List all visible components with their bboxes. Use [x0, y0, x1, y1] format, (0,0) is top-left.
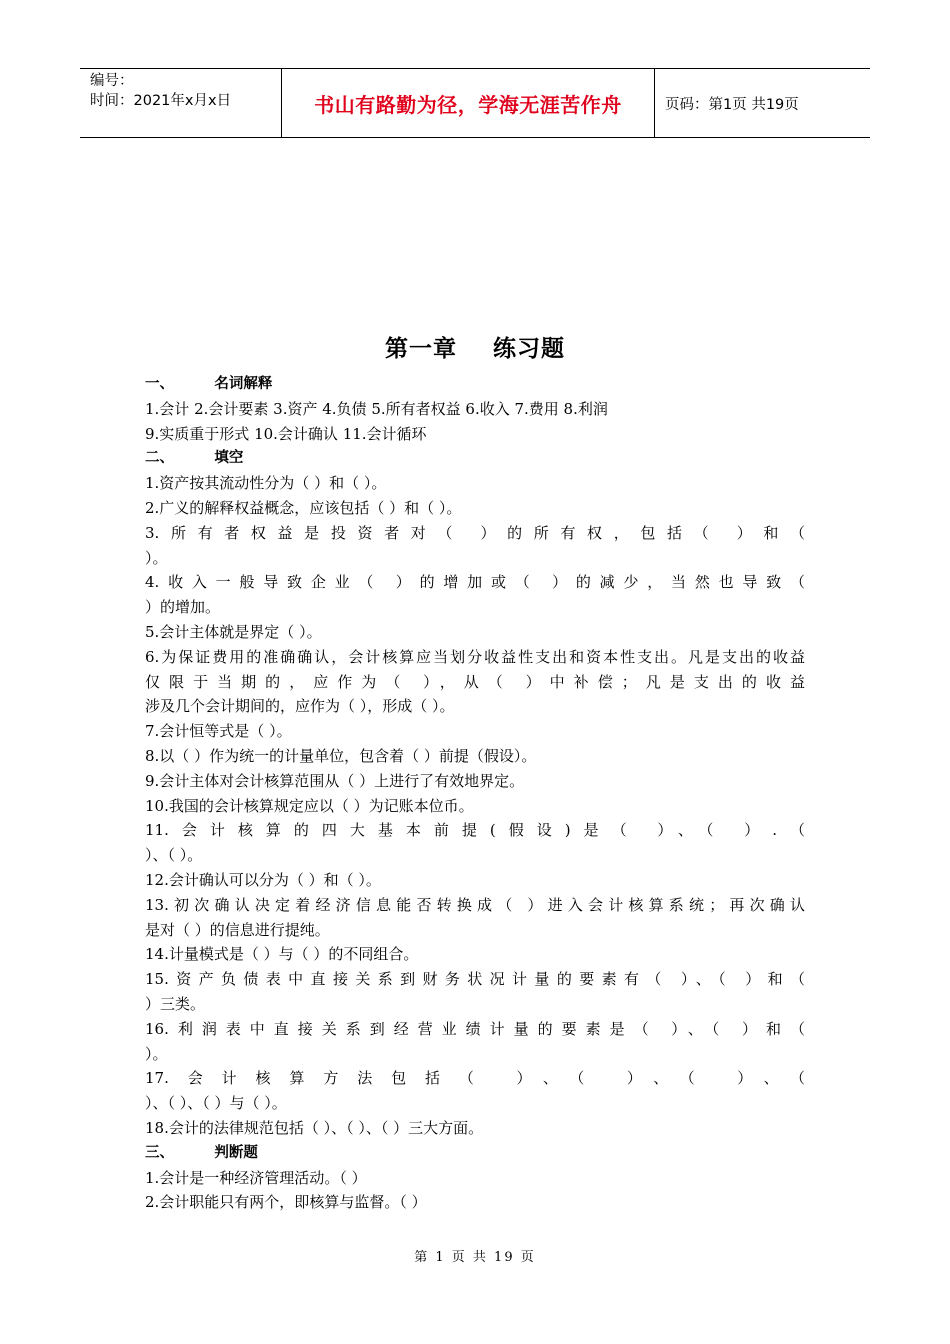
text-line: ）。: [145, 548, 168, 567]
text-line: 17.会计核算方法包括（ ）、（ ）、（ ）、（: [145, 1069, 805, 1088]
section-heading: 一、 名词解释: [145, 376, 273, 392]
text-line: ）。: [145, 1044, 168, 1063]
number-label: 编号：: [90, 73, 134, 89]
text-line: 16.利润表中直接关系到经营业绩计量的要素是（ ）、（ ）和（: [145, 1019, 805, 1038]
text-line: 15.资产负债表中直接关系到财务状况计量的要素有（ ）、（ ）和（: [145, 970, 805, 989]
text-line: 4.收入一般导致企业（ ）的增加或（ ）的减少，当然也导致（: [145, 573, 805, 592]
header-meta: [80, 69, 282, 137]
text-line: 6.为保证费用的准确确认，会计核算应当划分收益性支出和资本性支出。凡是支出的收益: [145, 647, 805, 666]
text-line: ）、（ ）。: [145, 846, 203, 865]
text-line: ）、（ ）、（ ）与（ ）。: [145, 1094, 287, 1113]
text-line: 10.我国的会计核算规定应以（ ）为记账本位币。: [145, 796, 474, 815]
text-line: ）三类。: [145, 994, 206, 1013]
text-line: ）的增加。: [145, 598, 221, 617]
page-header: [80, 68, 870, 138]
text-line: 14.计量模式是（ ）与（ ）的不同组合。: [145, 945, 419, 964]
time-label: 时间：2021年x月x日: [90, 93, 232, 109]
text-line: 9.会计主体对会计核算范围从（ ）上进行了有效地界定。: [145, 771, 525, 790]
exercise-body: [145, 372, 805, 1215]
text-line: 13.初次确认决定着经济信息能否转换成（ ）进入会计核算系统；再次确认: [145, 895, 805, 914]
text-line: 7.会计恒等式是（ ）。: [145, 722, 292, 741]
section-heading: 二、 填空: [145, 450, 244, 467]
chapter-title: 第一章 练习题: [384, 336, 566, 362]
page-footer: 第 1 页 共 19 页: [414, 1250, 536, 1265]
text-line: 2.会计职能只有两个，即核算与监督。（ ）: [145, 1193, 427, 1212]
text-line: 1.会计是一种经济管理活动。（ ）: [145, 1168, 367, 1187]
text-line: 仅限于当期的，应作为（ ），从（ ）中补偿；凡是支出的收益: [145, 672, 805, 691]
text-line: 2.广义的解释权益概念，应该包括（ ）和（ ）。: [145, 498, 462, 517]
text-line: 8.以（ ）作为统一的计量单位，包含着（ ）前提（假设）。: [145, 746, 537, 765]
text-line: 12.会计确认可以分为（ ）和（ ）。: [145, 870, 381, 889]
text-line: 是对（ ）的信息进行提纯。: [145, 920, 330, 939]
text-line: 1.会计 2.会计要素 3.资产 4.负债 5.所有者权益 6.收入 7.费用 8.利润: [145, 399, 608, 418]
text-line: 9.实质重于形式 10.会计确认 11.会计循环: [145, 424, 427, 443]
text-line: 5.会计主体就是界定（ ）。: [145, 622, 322, 641]
text-line: 18.会计的法律规范包括（ ）、（ ）、（ ）三大方面。: [145, 1118, 484, 1137]
text-line: 涉及几个会计期间的，应作为（ ），形成（ ）。: [145, 697, 455, 716]
section-heading: 三、 判断题: [145, 1144, 258, 1161]
text-line: 1.资产按其流动性分为（ ）和（ ）。: [145, 474, 387, 493]
page-info: 页码：第1页 共19页: [665, 96, 799, 113]
motto: 书山有路勤为径，学海无涯苦作舟: [282, 69, 655, 137]
text-line: 11.会计核算的四大基本前提(假设)是（ ）、（ ）.（: [145, 821, 805, 840]
text-line: 3.所有者权益是投资者对（ ）的所有权，包括（ ）和（: [145, 523, 805, 542]
